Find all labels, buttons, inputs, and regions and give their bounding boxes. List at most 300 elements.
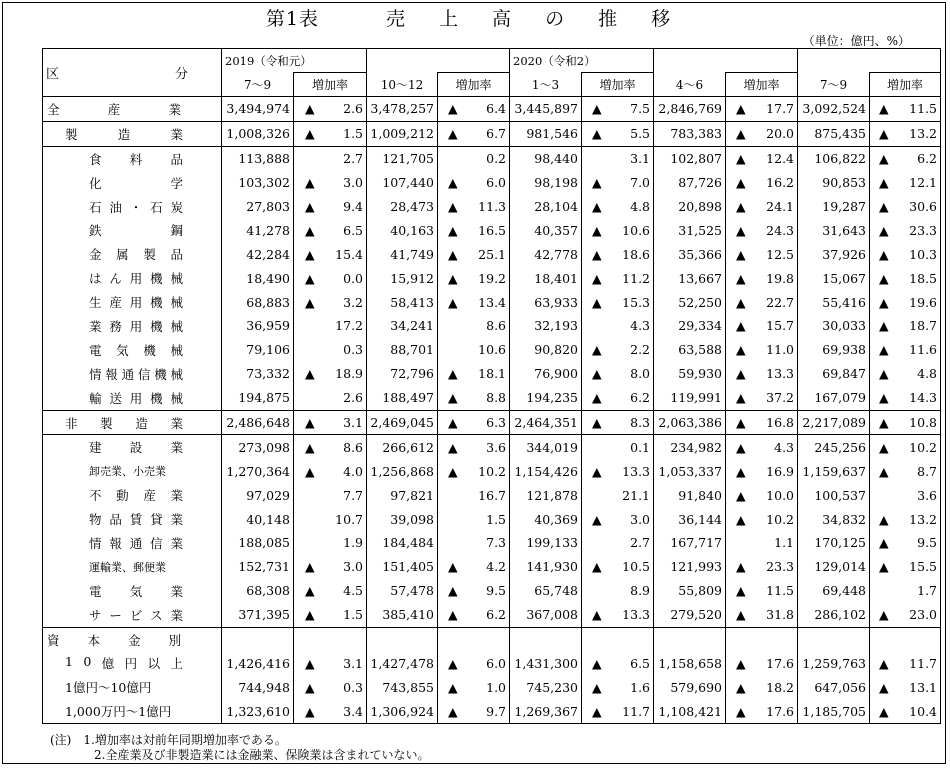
cell-value: 2,486,648	[222, 410, 294, 435]
cell-rate: ▲ 15.3	[582, 290, 654, 314]
row-label	[43, 699, 222, 723]
cell-rate: ▲ 17.6	[726, 699, 798, 723]
cell-rate: ▲ 9.4	[294, 195, 367, 219]
footnote-1: (注) 1.増加率は対前年同期増加率である。	[50, 733, 287, 747]
table-body	[43, 97, 941, 724]
cell-rate: ▲ 11.0	[726, 338, 798, 362]
cell-rate: ▲ 11.2	[582, 266, 654, 290]
cell-rate: ▲ 5.5	[582, 121, 654, 146]
cell-rate: ▲ 9.5	[438, 579, 510, 603]
cell-value: 2,469,045	[367, 410, 438, 435]
cell-rate: 1.5	[438, 507, 510, 531]
cell-rate: 1.1	[726, 531, 798, 555]
table-row	[43, 483, 941, 507]
cell-value	[222, 627, 294, 651]
cell-value: 15,912	[367, 266, 438, 290]
header-period: 1～3	[510, 73, 582, 97]
cell-value: 194,235	[510, 386, 582, 410]
cell-value: 2,846,769	[654, 97, 726, 122]
cell-value: 79,106	[222, 338, 294, 362]
cell-value: 167,717	[654, 531, 726, 555]
row-label	[43, 483, 222, 507]
cell-rate: ▲ 25.1	[438, 242, 510, 266]
cell-value: 13,667	[654, 266, 726, 290]
table-row	[43, 386, 941, 410]
row-label-text: は ん 用 機 械	[89, 271, 183, 287]
cell-value: 63,588	[654, 338, 726, 362]
cell-rate: ▲ 12.5	[726, 242, 798, 266]
row-label	[43, 603, 222, 627]
cell-rate: ▲ 3.0	[294, 171, 367, 195]
cell-rate: ▲ 12.4	[726, 146, 798, 170]
cell-rate: ▲ 4.8	[582, 195, 654, 219]
table-row	[43, 195, 941, 219]
cell-rate: 7.3	[438, 531, 510, 555]
cell-rate: ▲ 8.0	[582, 362, 654, 386]
row-label	[43, 146, 222, 170]
cell-value: 98,198	[510, 171, 582, 195]
table-row	[43, 675, 941, 699]
row-label-text: 食 料 品	[89, 151, 183, 167]
cell-value: 3,478,257	[367, 97, 438, 122]
cell-value: 88,701	[367, 338, 438, 362]
cell-rate: ▲ 11.5	[726, 579, 798, 603]
row-label	[43, 507, 222, 531]
table-row	[43, 171, 941, 195]
cell-value: 1,159,637	[798, 459, 870, 483]
cell-value: 18,401	[510, 266, 582, 290]
cell-rate: ▲ 11.5	[870, 97, 941, 122]
cell-value: 42,778	[510, 242, 582, 266]
header-rate: 増加率	[726, 73, 798, 97]
cell-rate: ▲ 6.3	[438, 410, 510, 435]
cell-value: 744,948	[222, 675, 294, 699]
cell-value: 39,098	[367, 507, 438, 531]
cell-rate: ▲ 18.6	[582, 242, 654, 266]
row-label-text: 製 造 業	[65, 126, 183, 142]
row-label	[43, 218, 222, 242]
cell-value: 18,490	[222, 266, 294, 290]
cell-rate: ▲ 13.3	[582, 459, 654, 483]
cell-rate: ▲ 6.2	[870, 146, 941, 170]
header-rate: 増加率	[294, 73, 367, 97]
cell-rate: ▲ 10.2	[870, 435, 941, 459]
cell-rate: ▲ 6.0	[438, 651, 510, 675]
row-label-text: 建 設 業	[89, 440, 183, 456]
cell-value: 1,053,337	[654, 459, 726, 483]
cell-rate: 0.2	[438, 146, 510, 170]
table-row	[43, 435, 941, 459]
cell-rate: ▲ 6.5	[294, 218, 367, 242]
row-label-text: 情 報 通 信 機 械	[89, 366, 183, 382]
cell-rate: ▲ 3.1	[294, 410, 367, 435]
row-label	[43, 651, 222, 675]
table-row	[43, 651, 941, 675]
row-label-text: 輸 送 用 機 械	[89, 390, 183, 406]
cell-value: 87,726	[654, 171, 726, 195]
cell-rate: ▲ 9.7	[438, 699, 510, 723]
row-label-text: 鉄 鋼	[89, 223, 183, 239]
cell-value: 36,144	[654, 507, 726, 531]
row-label-text: 1億円～10億円	[65, 680, 152, 696]
cell-value: 121,705	[367, 146, 438, 170]
cell-value: 129,014	[798, 555, 870, 579]
cell-value: 875,435	[798, 121, 870, 146]
cell-rate: ▲ 18.2	[726, 675, 798, 699]
cell-rate: ▲ 18.1	[438, 362, 510, 386]
cell-value: 97,029	[222, 483, 294, 507]
cell-rate: ▲ 2.2	[582, 338, 654, 362]
cell-value: 1,108,421	[654, 699, 726, 723]
cell-value: 106,822	[798, 146, 870, 170]
cell-value: 3,445,897	[510, 97, 582, 122]
cell-value	[654, 627, 726, 651]
row-label-text: 電 気 業	[89, 583, 183, 599]
cell-rate	[726, 627, 798, 651]
cell-value: 1,431,300	[510, 651, 582, 675]
cell-rate: 16.7	[438, 483, 510, 507]
cell-rate: ▲ 1.5	[294, 121, 367, 146]
cell-value: 31,643	[798, 218, 870, 242]
cell-rate: ▲ 16.2	[726, 171, 798, 195]
cell-rate: ▲ 23.3	[726, 555, 798, 579]
cell-rate	[870, 627, 941, 651]
cell-value: 170,125	[798, 531, 870, 555]
cell-value: 27,803	[222, 195, 294, 219]
cell-value: 119,991	[654, 386, 726, 410]
table-title	[0, 4, 950, 31]
table-row	[43, 410, 941, 435]
header-kubun: 区 分	[43, 49, 222, 97]
cell-value: 68,883	[222, 290, 294, 314]
cell-value: 98,440	[510, 146, 582, 170]
header-rate: 増加率	[582, 73, 654, 97]
cell-rate: ▲ 3.4	[294, 699, 367, 723]
cell-rate: ▲ 8.7	[870, 459, 941, 483]
cell-value: 55,416	[798, 290, 870, 314]
table-row	[43, 338, 941, 362]
cell-rate: 10.7	[294, 507, 367, 531]
cell-value	[367, 627, 438, 651]
cell-rate: ▲ 15.4	[294, 242, 367, 266]
cell-value: 40,148	[222, 507, 294, 531]
table-number: 第1表	[265, 8, 319, 30]
cell-value: 90,820	[510, 338, 582, 362]
cell-value: 30,033	[798, 314, 870, 338]
row-label-text: 情 報 通 信 業	[89, 535, 183, 551]
cell-value: 34,832	[798, 507, 870, 531]
cell-value: 57,478	[367, 579, 438, 603]
row-label-text: 金 属 製 品	[89, 247, 183, 263]
cell-rate: 0.3	[294, 338, 367, 362]
cell-value: 40,357	[510, 218, 582, 242]
cell-value: 40,369	[510, 507, 582, 531]
row-label-text: 不 動 産 業	[89, 488, 183, 504]
sales-table	[42, 48, 941, 724]
cell-value: 28,473	[367, 195, 438, 219]
cell-value: 31,525	[654, 218, 726, 242]
row-label	[43, 386, 222, 410]
cell-rate: ▲ 6.7	[438, 121, 510, 146]
table-row	[43, 266, 941, 290]
cell-value: 1,158,658	[654, 651, 726, 675]
cell-value: 107,440	[367, 171, 438, 195]
cell-value: 745,230	[510, 675, 582, 699]
table-row	[43, 146, 941, 170]
cell-rate: ▲ 19.8	[726, 266, 798, 290]
cell-value: 1,306,924	[367, 699, 438, 723]
cell-value: 194,875	[222, 386, 294, 410]
cell-rate: ▲ 3.0	[294, 555, 367, 579]
cell-rate: ▲ 2.6	[294, 97, 367, 122]
cell-rate: 21.1	[582, 483, 654, 507]
cell-value	[510, 627, 582, 651]
cell-rate: ▲ 13.1	[870, 675, 941, 699]
cell-rate: 17.2	[294, 314, 367, 338]
table-row	[43, 579, 941, 603]
cell-value: 1,270,364	[222, 459, 294, 483]
cell-value: 1,259,763	[798, 651, 870, 675]
cell-rate: ▲ 0.0	[294, 266, 367, 290]
cell-value: 76,900	[510, 362, 582, 386]
cell-rate: ▲ 6.2	[582, 386, 654, 410]
header-period: 7～9	[798, 73, 870, 97]
cell-value: 65,748	[510, 579, 582, 603]
cell-rate: ▲ 23.0	[870, 603, 941, 627]
cell-value: 141,930	[510, 555, 582, 579]
row-label	[43, 410, 222, 435]
cell-rate: ▲ 10.8	[870, 410, 941, 435]
cell-rate: ▲ 22.7	[726, 290, 798, 314]
row-label	[43, 675, 222, 699]
cell-value: 152,731	[222, 555, 294, 579]
table-row	[43, 290, 941, 314]
table-row	[43, 603, 941, 627]
cell-value: 59,930	[654, 362, 726, 386]
table-row	[43, 242, 941, 266]
cell-rate: ▲ 3.2	[294, 290, 367, 314]
cell-rate: ▲ 3.6	[438, 435, 510, 459]
table-row	[43, 97, 941, 122]
cell-rate: ▲ 15.5	[870, 555, 941, 579]
cell-rate: ▲ 10.4	[870, 699, 941, 723]
cell-value: 42,284	[222, 242, 294, 266]
header-year-2020: 2020（令和2）	[510, 49, 654, 73]
row-label	[43, 579, 222, 603]
cell-value: 1,256,868	[367, 459, 438, 483]
row-label-text: 物 品 賃 貸 業	[89, 512, 183, 528]
cell-value: 15,067	[798, 266, 870, 290]
table-row	[43, 459, 941, 483]
cell-rate: ▲ 23.3	[870, 218, 941, 242]
cell-value: 35,366	[654, 242, 726, 266]
cell-value: 58,413	[367, 290, 438, 314]
cell-rate: ▲ 24.1	[726, 195, 798, 219]
cell-value: 40,163	[367, 218, 438, 242]
cell-rate: ▲ 1.6	[582, 675, 654, 699]
cell-value: 579,690	[654, 675, 726, 699]
cell-value: 184,484	[367, 531, 438, 555]
cell-rate: ▲ 6.2	[438, 603, 510, 627]
cell-value: 32,193	[510, 314, 582, 338]
cell-rate: ▲ 18.7	[870, 314, 941, 338]
cell-value: 286,102	[798, 603, 870, 627]
row-label	[43, 314, 222, 338]
cell-rate: ▲ 31.8	[726, 603, 798, 627]
cell-value: 2,217,089	[798, 410, 870, 435]
row-label-text: 電 気 機 械	[89, 342, 183, 358]
cell-value: 63,933	[510, 290, 582, 314]
header-year-2019: 2019（令和元）	[222, 49, 367, 73]
cell-rate: 8.6	[438, 314, 510, 338]
cell-value: 783,383	[654, 121, 726, 146]
cell-rate: ▲ 16.9	[726, 459, 798, 483]
cell-rate: ▲ 18.5	[870, 266, 941, 290]
cell-rate: ▲ 4.0	[294, 459, 367, 483]
cell-rate: ▲ 19.6	[870, 290, 941, 314]
header-period: 7～9	[222, 73, 294, 97]
cell-rate: 2.6	[294, 386, 367, 410]
cell-rate: ▲ 3.1	[294, 651, 367, 675]
cell-rate: ▲ 17.6	[726, 651, 798, 675]
cell-value: 19,287	[798, 195, 870, 219]
cell-value: 41,749	[367, 242, 438, 266]
footnote-2: 2.全産業及び非製造業には金融業、保険業は含まれていない。	[94, 748, 430, 762]
cell-rate: 7.7	[294, 483, 367, 507]
cell-value: 2,464,351	[510, 410, 582, 435]
cell-rate: ▲ 4.2	[438, 555, 510, 579]
cell-rate: ▲ 10.2	[726, 507, 798, 531]
cell-rate	[438, 627, 510, 651]
cell-value: 273,098	[222, 435, 294, 459]
cell-value: 36,959	[222, 314, 294, 338]
cell-rate: ▲ 4.8	[870, 362, 941, 386]
cell-value: 151,405	[367, 555, 438, 579]
unit-label: （単位：億円、%）	[802, 34, 910, 48]
cell-rate: ▲ 12.1	[870, 171, 941, 195]
cell-rate: ▲ 10.5	[582, 555, 654, 579]
cell-value: 1,426,416	[222, 651, 294, 675]
cell-rate: ▲ 17.7	[726, 97, 798, 122]
cell-rate: ▲ 10.6	[582, 218, 654, 242]
cell-rate: ▲ 6.0	[438, 171, 510, 195]
cell-value: 100,537	[798, 483, 870, 507]
cell-rate: ▲ 6.5	[582, 651, 654, 675]
cell-value	[798, 627, 870, 651]
row-label-text: 運輸業、郵便業	[89, 560, 166, 574]
row-label	[43, 338, 222, 362]
cell-rate: 0.1	[582, 435, 654, 459]
cell-rate: ▲ 8.3	[582, 410, 654, 435]
cell-value: 52,250	[654, 290, 726, 314]
cell-rate: ▲ 19.2	[438, 266, 510, 290]
cell-rate: 2.7	[582, 531, 654, 555]
cell-rate: ▲ 7.0	[582, 171, 654, 195]
cell-rate: ▲ 11.3	[438, 195, 510, 219]
row-label-text: 全 産 業	[47, 101, 181, 117]
cell-rate	[582, 627, 654, 651]
cell-rate: ▲ 0.3	[294, 675, 367, 699]
cell-value: 69,448	[798, 579, 870, 603]
row-label	[43, 459, 222, 483]
cell-value: 1,154,426	[510, 459, 582, 483]
row-label	[43, 627, 222, 651]
cell-value: 55,809	[654, 579, 726, 603]
cell-rate: ▲ 9.5	[870, 531, 941, 555]
row-label	[43, 242, 222, 266]
cell-rate: ▲ 13.2	[870, 507, 941, 531]
header-rate: 増加率	[438, 73, 510, 97]
cell-value: 188,085	[222, 531, 294, 555]
cell-value: 91,840	[654, 483, 726, 507]
cell-rate: ▲ 4.5	[294, 579, 367, 603]
cell-value: 3,494,974	[222, 97, 294, 122]
row-label-text: サ ー ビ ス 業	[89, 607, 183, 623]
table-row	[43, 507, 941, 531]
cell-rate: ▲ 30.6	[870, 195, 941, 219]
cell-rate: 3.6	[870, 483, 941, 507]
cell-value: 344,019	[510, 435, 582, 459]
cell-rate: ▲ 15.7	[726, 314, 798, 338]
header-period: 10～12	[367, 73, 438, 97]
cell-rate: 4.3	[582, 314, 654, 338]
cell-value: 68,308	[222, 579, 294, 603]
cell-rate: ▲ 8.8	[438, 386, 510, 410]
row-label-text: 卸売業、小売業	[89, 465, 166, 479]
cell-value: 1,323,610	[222, 699, 294, 723]
cell-rate: 10.6	[438, 338, 510, 362]
cell-rate	[294, 627, 367, 651]
cell-rate: ▲ 8.6	[294, 435, 367, 459]
cell-value: 1,427,478	[367, 651, 438, 675]
row-label	[43, 531, 222, 555]
cell-value: 103,302	[222, 171, 294, 195]
table-row	[43, 627, 941, 651]
cell-rate: ▲ 7.5	[582, 97, 654, 122]
row-label	[43, 171, 222, 195]
header-period: 4～6	[654, 73, 726, 97]
cell-value: 73,332	[222, 362, 294, 386]
cell-rate: ▲ 16.8	[726, 410, 798, 435]
cell-rate: ▲ 37.2	[726, 386, 798, 410]
cell-value: 743,855	[367, 675, 438, 699]
row-label	[43, 266, 222, 290]
cell-value: 20,898	[654, 195, 726, 219]
cell-value: 121,878	[510, 483, 582, 507]
cell-value: 1,269,367	[510, 699, 582, 723]
cell-rate: ▲ 11.6	[870, 338, 941, 362]
cell-rate: ▲ 18.9	[294, 362, 367, 386]
row-label	[43, 195, 222, 219]
cell-value: 234,982	[654, 435, 726, 459]
cell-value: 981,546	[510, 121, 582, 146]
cell-rate: 1.9	[294, 531, 367, 555]
cell-rate: ▲ 1.0	[438, 675, 510, 699]
cell-value: 41,278	[222, 218, 294, 242]
cell-value: 647,056	[798, 675, 870, 699]
row-label	[43, 362, 222, 386]
cell-rate: 8.9	[582, 579, 654, 603]
table-title-text: 売 上 高 の 推 移	[385, 8, 685, 30]
cell-value: 102,807	[654, 146, 726, 170]
header-rate: 増加率	[870, 73, 941, 97]
cell-rate: ▲ 13.3	[726, 362, 798, 386]
cell-rate: ▲ 1.5	[294, 603, 367, 627]
cell-value: 245,256	[798, 435, 870, 459]
cell-rate: ▲ 10.2	[438, 459, 510, 483]
cell-rate: ▲ 11.7	[582, 699, 654, 723]
cell-value: 113,888	[222, 146, 294, 170]
